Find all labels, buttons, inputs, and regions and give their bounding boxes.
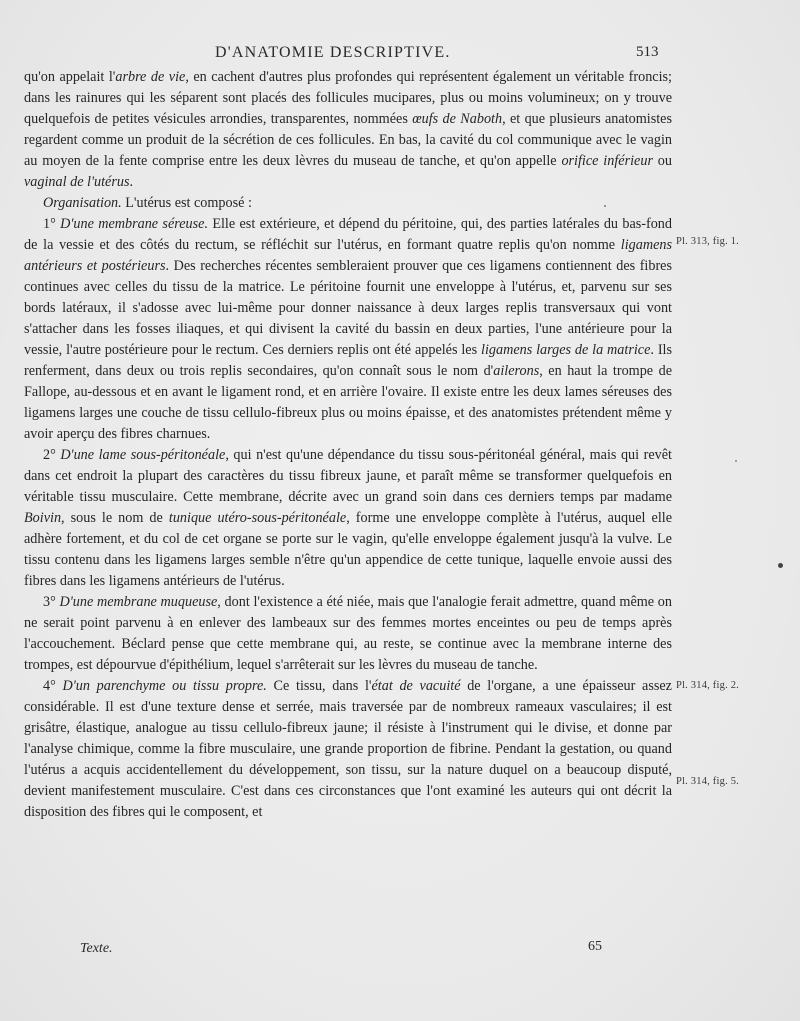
text-run: de l'organe, a une épaisseur assez considérable. Il est d'une texture dense et serrée, mais traversée par de nombreux rameaux vasculaires; il est grisâtre, élastique, analogue au tissu cellulo-fibreux jaune; il résiste à l'instrument qui le divise, et donne par l'analyse chimique, comme la fibre musculaire, une grande proportion de fibrine. Pendant la gestation, ou quand l'utérus a acquis accidentellement du développement, son tissu, sur la nature duquel on a beaucoup disputé, devient manifestement musculaire. C'est dans ces circonstances que l'ont examiné les auteurs qui ont décrit la disposition des fibres qui le composent, et bbox=[24, 678, 672, 820]
signature-mark: Texte. bbox=[80, 941, 113, 956]
text-run: 2° bbox=[43, 447, 61, 463]
text-run: , et que plusieurs anatomistes regardent comme un produit de la sécrétion de ces follicules. En bas, la cavité du col communique avec le vagin au moyen de la fente comprise entre les deux lèvres du museau de tanche, et qu'on appelle bbox=[24, 111, 672, 169]
italic-term: D'un parenchyme ou tissu propre. bbox=[62, 678, 267, 694]
text-run: L'utérus est composé : bbox=[121, 195, 252, 211]
page-header bbox=[0, 44, 800, 66]
text-run: , en cachent d'autres plus profondes qui représentent également un véritable froncis; dans les rainures qui les séparent sont placés des follicules mucipares, plus ou moins volumineux; on y trouve quelquefois de petites vésicules arrondies, transparentes, nommées bbox=[24, 69, 672, 127]
italic-term: Boivin bbox=[24, 510, 62, 526]
text-run: , dont l'existence a été niée, mais que l'analogie ferait admettre, quand même on ne serait point parvenu à en enlever des lambeaux sur des femmes mortes enceintes ou peu de temps après l'accouchement. Béclard pense que cette membrane qui, au reste, se continue avec la membrane interne des trompes, est dépourvue d'épithélium, lequel s'arrêterait sur les lèvres du museau de tanche. bbox=[24, 594, 672, 673]
italic-term: ligamens larges de la matrice bbox=[481, 342, 651, 358]
margin-note-plate-313: Pl. 313, fig. 1. bbox=[676, 236, 739, 247]
italic-term: Organisation. bbox=[43, 195, 122, 211]
text-run: Elle est extérieure, et dépend du péritoine, qui, des parties latérales du bas-fond de la vessie et des côtés du rectum, se réfléchit sur l'utérus, en formant quatre replis qu'on nomme bbox=[24, 216, 672, 253]
text-run: , qui n'est qu'une dépendance du tissu sous-péritonéal général, mais qui revêt dans cet endroit la plupart des caractères du tissu fibreux jaune, et paraît même se transformer quelquefois en véritable tissu musculaire. Cette membrane, décrite avec un grand soin dans ces derniers temps par madame bbox=[24, 447, 672, 505]
italic-term: orifice inférieur bbox=[561, 153, 653, 169]
ink-speck bbox=[778, 563, 783, 568]
paragraph-cervix bbox=[24, 67, 672, 193]
text-run: . Ils renferment, dans deux ou trois replis secondaires, qu'on connaît sous le nom d' bbox=[24, 342, 673, 379]
italic-term: ailerons bbox=[493, 363, 540, 379]
ink-speck bbox=[735, 460, 737, 462]
ink-speck bbox=[604, 205, 606, 207]
text-run: 4° bbox=[43, 678, 63, 694]
paragraph-organisation bbox=[24, 193, 672, 214]
margin-note-plate-314-fig5: Pl. 314, fig. 5. bbox=[676, 776, 739, 787]
italic-term: arbre de vie bbox=[115, 69, 186, 85]
body-text bbox=[24, 67, 672, 823]
text-run: . bbox=[129, 174, 134, 190]
page-number: 513 bbox=[636, 44, 659, 60]
text-run: , en haut la trompe de Fallope, au-dessous et en avant le ligament rond, et en arrière l'ovaire. Il existe entre les deux lames séreuses des ligamens larges une couche de tissu cellulo-fibreux plus ou moins épaisse, et des anatomistes prétendent même y avoir aperçu des fibres charnues. bbox=[24, 363, 672, 442]
italic-term: tunique utéro-sous-péritonéale bbox=[168, 510, 347, 526]
italic-term: œufs de Naboth bbox=[412, 111, 503, 127]
margin-note-plate-314-fig2: Pl. 314, fig. 2. bbox=[676, 680, 739, 691]
text-run: Ce tissu, dans l' bbox=[266, 678, 372, 694]
italic-term: D'une membrane séreuse. bbox=[60, 216, 208, 232]
text-run: qu'on appelait l' bbox=[24, 69, 116, 85]
text-run: 3° bbox=[43, 594, 60, 610]
text-run: . Des recherches récentes sembleraient prouver que ces ligamens contiennent des fibres continues avec celles du tissu de la matrice. Le péritoine fournit une enveloppe à l'utérus, et, parvenu sur ses bords latéraux, il s'adosse avec lui-même pour donner naissance à deux larges replis transversaux qui vont s'attacher dans les fosses iliaques, et qui divisent la cavité du bassin en deux parties, l'une antérieure pour la vessie, l'autre postérieure pour le rectum. Ces derniers replis ont été appelés les bbox=[24, 258, 672, 358]
text-run: 1° bbox=[43, 216, 61, 232]
text-run: , forme une enveloppe complète à l'utérus, auquel elle adhère fortement, et du col de cet organe se porte sur le vagin, qu'elle enveloppe également jusqu'à la vulve. Le tissu contenu dans les ligamens larges semble n'être qu'un appendice de cette tunique, laquelle envoie aussi des fibres dans les ligamens antérieurs de l'utérus. bbox=[24, 510, 672, 589]
paragraph-membrane-muqueuse bbox=[24, 592, 672, 676]
italic-term: D'une membrane muqueuse bbox=[59, 594, 218, 610]
paragraph-membrane-sereuse bbox=[24, 214, 672, 445]
running-title: D'ANATOMIE DESCRIPTIVE. bbox=[215, 44, 451, 61]
sheet-number: 65 bbox=[588, 939, 602, 954]
italic-term: D'une lame sous-péritonéale bbox=[60, 447, 226, 463]
italic-term: vaginal de l'utérus bbox=[24, 174, 130, 190]
text-run: , sous le nom de bbox=[61, 510, 169, 526]
text-run: ou bbox=[652, 153, 672, 169]
paragraph-lame-sous-peritoneale bbox=[24, 445, 672, 592]
italic-term: ligamens antérieurs et postérieurs bbox=[24, 237, 672, 274]
paragraph-parenchyme bbox=[24, 676, 672, 823]
italic-term: état de vacuité bbox=[371, 678, 461, 694]
